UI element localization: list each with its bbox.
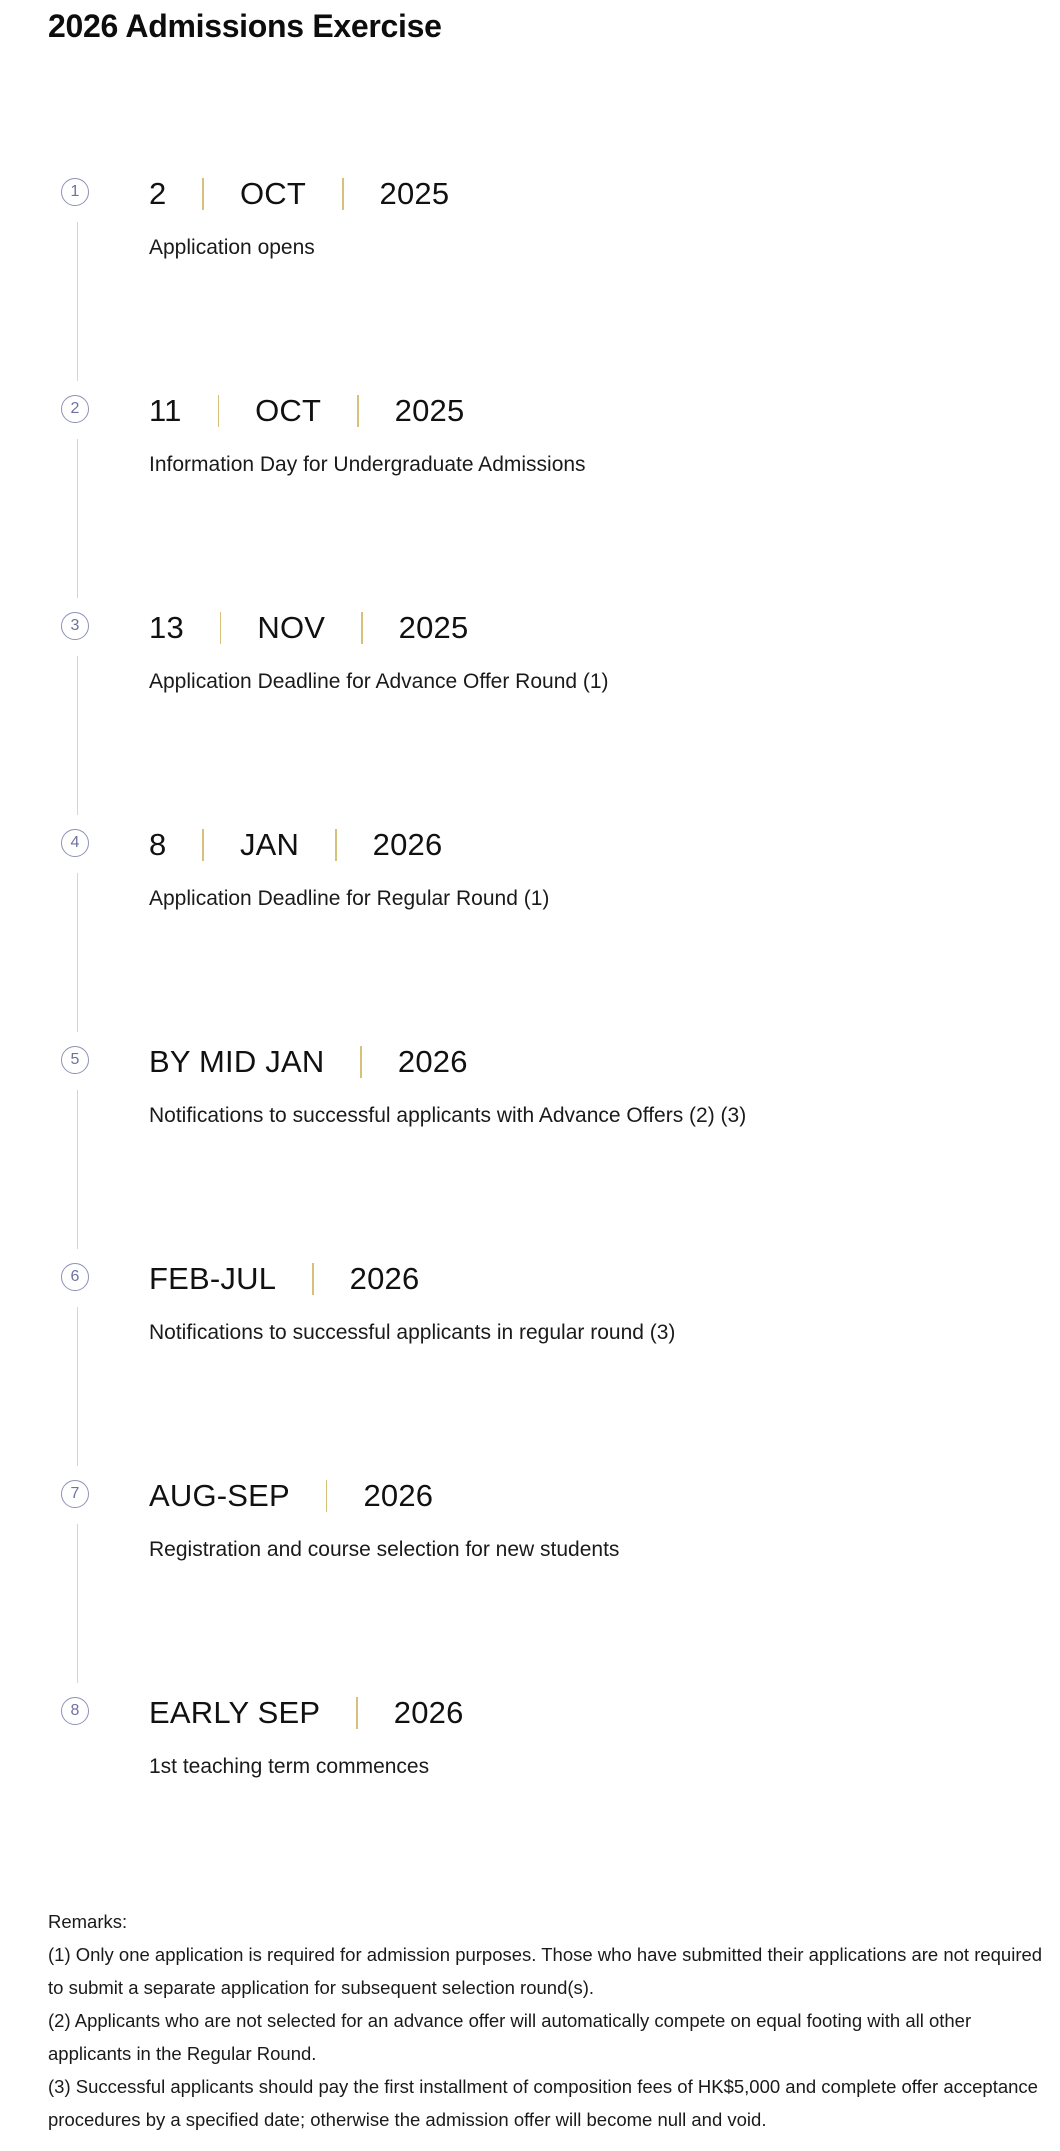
step-number-2: 2 [61, 395, 89, 423]
event-date [149, 1257, 419, 1301]
date-month: JAN [239, 827, 300, 862]
date-separator [220, 612, 222, 644]
date-period: FEB-JUL [149, 1261, 277, 1296]
step-number-7: 7 [61, 1480, 89, 1508]
date-day: 13 [149, 610, 184, 645]
step-number-6: 6 [61, 1263, 89, 1291]
event-date [149, 1474, 433, 1518]
event-description: Notifications to successful applicants with Advance Offers (2) (3) [149, 1104, 747, 1127]
date-separator [361, 612, 363, 644]
remark-item-1: (1) Only one application is required for admission purposes. Those who have submitted their applications are not required to submit a separate application for subsequent selection round(s). [48, 1944, 1043, 1998]
timeline-connector [77, 873, 78, 1032]
date-period: AUG-SEP [149, 1478, 290, 1513]
event-description: Application Deadline for Regular Round (1) [149, 887, 550, 910]
date-year: 2025 [394, 393, 465, 428]
date-year: 2026 [372, 827, 443, 862]
date-year: 2026 [349, 1261, 420, 1296]
event-description: Application opens [149, 236, 315, 259]
date-period: BY MID JAN [149, 1044, 325, 1079]
date-period: EARLY SEP [149, 1695, 321, 1730]
date-separator [218, 395, 220, 427]
event-date [149, 1691, 464, 1735]
event-description: 1st teaching term commences [149, 1755, 430, 1778]
date-separator [326, 1480, 328, 1512]
event-description: Registration and course selection for new students [149, 1538, 620, 1561]
date-month: OCT [239, 176, 306, 211]
date-separator [202, 178, 204, 210]
page-title: 2026 Admissions Exercise [48, 8, 442, 44]
date-separator [360, 1046, 362, 1078]
date-year: 2026 [397, 1044, 468, 1079]
date-day: 2 [149, 176, 167, 211]
timeline-connector [77, 1524, 78, 1683]
date-month: NOV [257, 610, 326, 645]
timeline-step-3 [0, 612, 1060, 829]
date-year: 2025 [398, 610, 469, 645]
date-year: 2025 [379, 176, 450, 211]
event-description: Information Day for Undergraduate Admissions [149, 453, 586, 476]
step-number-1: 1 [61, 178, 89, 206]
event-description: Application Deadline for Advance Offer Round (1) [149, 670, 609, 693]
remark-item-2: (2) Applicants who are not selected for an advance offer will automatically compete on equal footing with all other applicants in the Regular Round. [48, 2010, 972, 2064]
date-separator [342, 178, 344, 210]
date-month: OCT [255, 393, 322, 428]
date-separator [357, 395, 359, 427]
date-year: 2026 [393, 1695, 464, 1730]
remarks-heading: Remarks: [48, 1911, 128, 1932]
timeline-connector [77, 656, 78, 815]
date-separator [202, 829, 204, 861]
timeline-step-2 [0, 395, 1060, 612]
date-separator [335, 829, 337, 861]
event-date [149, 606, 468, 650]
date-year: 2026 [363, 1478, 434, 1513]
timeline-connector [77, 1307, 78, 1466]
timeline-step-4 [0, 829, 1060, 1046]
remarks-section [48, 1905, 1048, 2136]
timeline-step-8 [0, 1697, 1060, 1914]
remark-item-3: (3) Successful applicants should pay the first installment of composition fees of HK$5,000 and complete offer acceptance procedures by a specified date; otherwise the admission offer will become null and void. [48, 2076, 1038, 2130]
date-separator [312, 1263, 314, 1295]
step-number-3: 3 [61, 612, 89, 640]
timeline-step-1 [0, 178, 1060, 395]
event-date [149, 823, 442, 867]
date-separator [356, 1697, 358, 1729]
timeline-connector [77, 439, 78, 598]
event-date [149, 172, 449, 216]
event-date [149, 389, 464, 433]
timeline-connector [77, 1090, 78, 1249]
step-number-4: 4 [61, 829, 89, 857]
timeline-connector [77, 222, 78, 381]
date-day: 8 [149, 827, 167, 862]
timeline-step-6 [0, 1263, 1060, 1480]
timeline-step-7 [0, 1480, 1060, 1697]
step-number-5: 5 [61, 1046, 89, 1074]
step-number-8: 8 [61, 1697, 89, 1725]
date-day: 11 [149, 393, 182, 428]
timeline-step-5 [0, 1046, 1060, 1263]
event-description: Notifications to successful applicants in regular round (3) [149, 1321, 676, 1344]
event-date [149, 1040, 468, 1084]
